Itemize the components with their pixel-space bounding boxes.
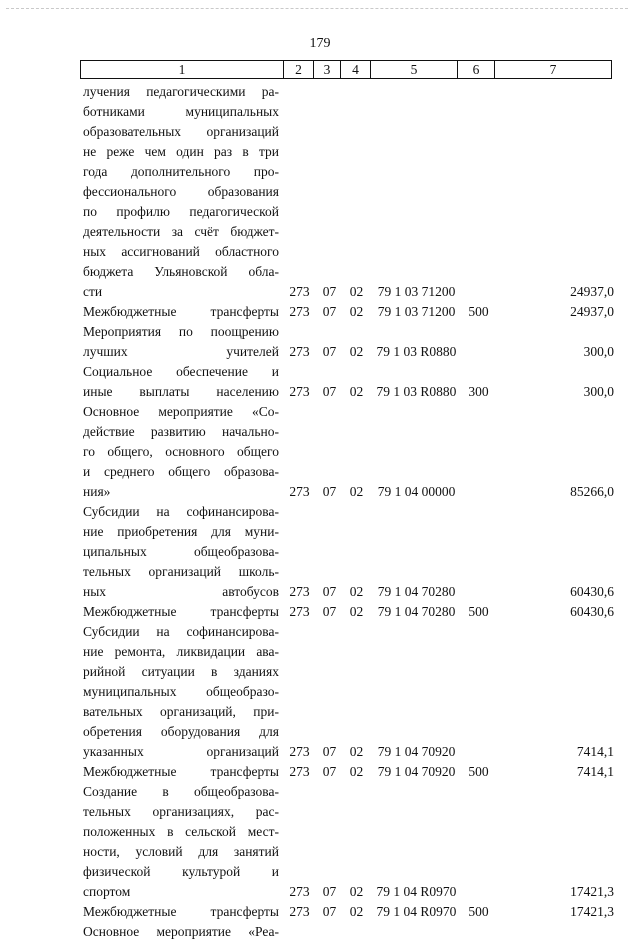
description-line: ципальных общеобразова- xyxy=(83,544,279,559)
row-values xyxy=(83,282,623,302)
code-expense-type-cell: 500 xyxy=(468,304,489,319)
description-line: положенных в сельской мест- xyxy=(83,824,279,839)
code-subsection-cell: 02 xyxy=(349,764,364,779)
amount-cell: 300,0 xyxy=(583,384,614,399)
code-target-article-cell: 79 1 04 R0970 xyxy=(376,884,457,899)
code-ministry-cell: 273 xyxy=(289,584,310,599)
code-target-article-cell: 79 1 03 R0880 xyxy=(376,384,457,399)
row-values xyxy=(83,762,623,782)
code-subsection-cell: 02 xyxy=(349,584,364,599)
row-values xyxy=(83,882,623,902)
code-ministry-cell: 273 xyxy=(289,384,310,399)
code-ministry-cell: 273 xyxy=(289,484,310,499)
code-expense-type-cell: 500 xyxy=(468,764,489,779)
table-row xyxy=(83,322,623,362)
amount-cell: 300,0 xyxy=(583,344,614,359)
description-line: ние ремонта, ликвидации ава- xyxy=(83,644,279,659)
amount-cell: 60430,6 xyxy=(570,604,614,619)
code-target-article-cell: 79 1 04 R0970 xyxy=(376,904,457,919)
table-row xyxy=(83,902,623,922)
code-section-cell: 07 xyxy=(322,284,337,299)
code-target-article-cell: 79 1 04 70280 xyxy=(377,584,456,599)
header-col-5: 5 xyxy=(371,61,458,78)
description-line: го общего, основного общего xyxy=(83,444,279,459)
code-section-cell: 07 xyxy=(322,484,337,499)
code-section-cell: 07 xyxy=(322,744,337,759)
amount-cell: 24937,0 xyxy=(570,284,614,299)
description-line: ности, условий для занятий xyxy=(83,844,279,859)
table-body xyxy=(83,82,623,942)
description-line: обретения оборудования для xyxy=(83,724,279,739)
code-subsection-cell: 02 xyxy=(349,304,364,319)
amount-cell: 7414,1 xyxy=(576,744,614,759)
table-row xyxy=(83,922,623,942)
page-number: 179 xyxy=(309,36,331,51)
amount-cell: 7414,1 xyxy=(576,764,614,779)
header-col-3: 3 xyxy=(314,61,341,78)
row-description xyxy=(83,82,279,302)
code-section-cell: 07 xyxy=(322,304,337,319)
description-line: Создание в общеобразова- xyxy=(83,784,279,799)
header-col-1: 1 xyxy=(81,61,284,78)
description-line: рийной ситуации в зданиях xyxy=(83,664,279,679)
description-line: физической культурой и xyxy=(83,864,279,879)
code-subsection-cell: 02 xyxy=(349,284,364,299)
code-section-cell: 07 xyxy=(322,604,337,619)
code-target-article-cell: 79 1 04 70280 xyxy=(377,604,456,619)
description-line: образовательных организаций xyxy=(83,124,279,139)
description-line: Межбюджетные трансферты xyxy=(83,904,279,919)
row-values xyxy=(83,922,623,942)
row-values xyxy=(83,602,623,622)
code-ministry-cell: 273 xyxy=(289,284,310,299)
row-values xyxy=(83,902,623,922)
description-line: сти xyxy=(83,284,103,299)
code-section-cell: 07 xyxy=(322,384,337,399)
code-ministry-cell: 273 xyxy=(289,884,310,899)
header-col-2: 2 xyxy=(284,61,314,78)
row-description xyxy=(83,622,279,762)
description-line: бюджета Ульяновской обла- xyxy=(83,264,279,279)
header-col-4: 4 xyxy=(341,61,371,78)
description-line: ных ассигнований областного xyxy=(83,244,279,259)
amount-cell: 24937,0 xyxy=(570,304,614,319)
description-line: года дополнительного про- xyxy=(83,164,279,179)
header-col-6: 6 xyxy=(458,61,495,78)
row-values xyxy=(83,582,623,602)
code-subsection-cell: 02 xyxy=(349,904,364,919)
description-line: Межбюджетные трансферты xyxy=(83,604,279,619)
description-line: по профилю педагогической xyxy=(83,204,279,219)
table-row xyxy=(83,602,623,622)
code-target-article-cell: 79 1 04 70920 xyxy=(377,744,456,759)
code-ministry-cell: 273 xyxy=(289,764,310,779)
code-expense-type-cell: 500 xyxy=(468,604,489,619)
amount-cell: 17421,3 xyxy=(570,904,614,919)
table-row xyxy=(83,622,623,762)
code-section-cell: 07 xyxy=(322,584,337,599)
code-subsection-cell: 02 xyxy=(349,744,364,759)
amount-cell: 60430,6 xyxy=(570,584,614,599)
code-ministry-cell: 273 xyxy=(289,344,310,359)
description-line: Основное мероприятие «Реа- xyxy=(83,924,279,939)
code-subsection-cell: 02 xyxy=(349,484,364,499)
row-values xyxy=(83,302,623,322)
row-values xyxy=(83,742,623,762)
row-values xyxy=(83,482,623,502)
row-values xyxy=(83,382,623,402)
code-target-article-cell: 79 1 03 R0880 xyxy=(376,344,457,359)
code-target-article-cell: 79 1 04 00000 xyxy=(377,484,456,499)
description-line: Субсидии на софинансирова- xyxy=(83,624,279,639)
table-row xyxy=(83,782,623,902)
code-ministry-cell: 273 xyxy=(289,904,310,919)
amount-cell: 85266,0 xyxy=(570,484,614,499)
table-row xyxy=(83,362,623,402)
code-target-article-cell: 79 1 03 71200 xyxy=(377,284,456,299)
description-line: иные выплаты населению xyxy=(83,384,279,399)
table-header xyxy=(80,60,612,79)
code-ministry-cell: 273 xyxy=(289,304,310,319)
description-line: ния» xyxy=(83,484,111,499)
description-line: ботниками муниципальных xyxy=(83,104,279,119)
description-line: Субсидии на софинансирова- xyxy=(83,504,279,519)
code-subsection-cell: 02 xyxy=(349,604,364,619)
description-line: указанных организаций xyxy=(83,744,279,759)
code-subsection-cell: 02 xyxy=(349,384,364,399)
description-line: лучения педагогическими ра- xyxy=(83,84,279,99)
description-line: вательных организаций, при- xyxy=(83,704,279,719)
code-target-article-cell: 79 1 03 71200 xyxy=(377,304,456,319)
description-line: Основное мероприятие «Со- xyxy=(83,404,279,419)
description-line: ние приобретения для муни- xyxy=(83,524,279,539)
description-line: Социальное обеспечение и xyxy=(83,364,279,379)
description-line: Межбюджетные трансферты xyxy=(83,304,279,319)
table-row xyxy=(83,762,623,782)
description-line: тельных организациях, рас- xyxy=(83,804,279,819)
amount-cell: 17421,3 xyxy=(570,884,614,899)
row-values xyxy=(83,342,623,362)
code-expense-type-cell: 300 xyxy=(468,384,489,399)
description-line: действие развитию начально- xyxy=(83,424,279,439)
table-row xyxy=(83,302,623,322)
description-line: муниципальных общеобразо- xyxy=(83,684,279,699)
description-line: Мероприятия по поощрению xyxy=(83,324,279,339)
description-line: не реже чем один раз в три xyxy=(83,144,279,159)
description-line: лучших учителей xyxy=(83,344,279,359)
code-section-cell: 07 xyxy=(322,904,337,919)
code-section-cell: 07 xyxy=(322,344,337,359)
scan-top-edge xyxy=(6,8,628,9)
table-row xyxy=(83,82,623,302)
code-expense-type-cell: 500 xyxy=(468,904,489,919)
code-ministry-cell: 273 xyxy=(289,604,310,619)
description-line: и среднего общего образова- xyxy=(83,464,279,479)
header-col-7: 7 xyxy=(549,62,557,77)
code-subsection-cell: 02 xyxy=(349,884,364,899)
description-line: ных автобусов xyxy=(83,584,279,599)
description-line: фессионального образования xyxy=(83,184,279,199)
code-ministry-cell: 273 xyxy=(289,744,310,759)
code-section-cell: 07 xyxy=(322,884,337,899)
table-row xyxy=(83,502,623,602)
description-line: деятельности за счёт бюджет- xyxy=(83,224,279,239)
code-target-article-cell: 79 1 04 70920 xyxy=(377,764,456,779)
description-line: Межбюджетные трансферты xyxy=(83,764,279,779)
code-subsection-cell: 02 xyxy=(349,344,364,359)
code-section-cell: 07 xyxy=(322,764,337,779)
description-line: тельных организаций школь- xyxy=(83,564,279,579)
table-row xyxy=(83,402,623,502)
description-line: спортом xyxy=(83,884,131,899)
